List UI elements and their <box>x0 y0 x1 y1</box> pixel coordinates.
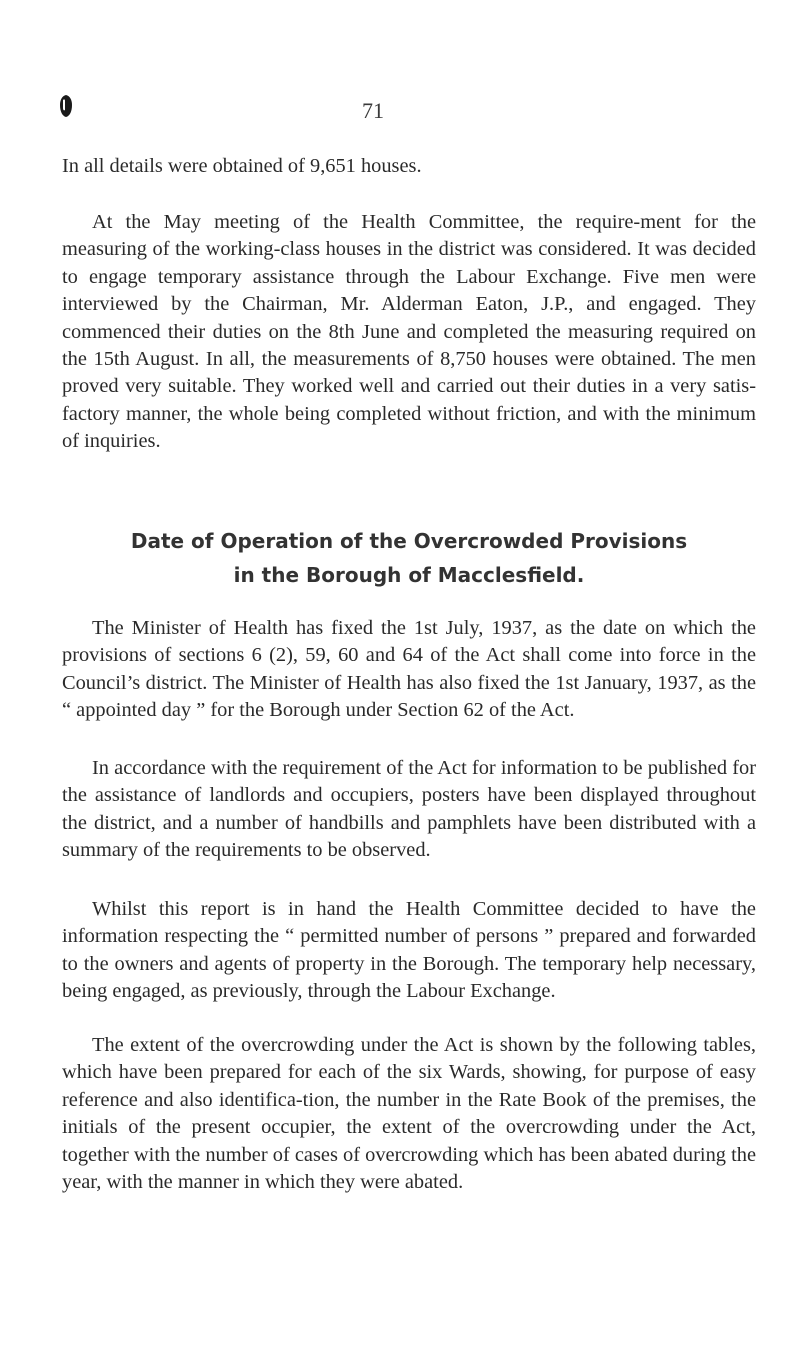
ink-blot-icon <box>59 94 73 118</box>
paragraph-measuring: At the May meeting of the Health Committee, the require-ment for the measuring of the working-class houses in the district was considered. It was decided to engage temporary assistance through the Labour Exchange. Five men were interviewed by the Chairman, Mr. Alderman Eaton, J.P., and engaged. They commenced their duties on the 8th June and completed the measuring required on the 15th August. In all, the measurements of 8,750 houses were obtained. The men proved very suitable. They worked well and carried out their duties in a very satis-factory manner, the whole being completed without friction, and with the minimum of inquiries. <box>62 211 756 453</box>
page-number: 71 <box>362 98 384 123</box>
section-heading-line-2: in the Borough of Macclesfield. <box>233 563 585 587</box>
section-heading-line-1: Date of Operation of the Overcrowded Provisions <box>130 529 688 553</box>
paragraph-overcrowding-tables: The extent of the overcrowding under the Act is shown by the following tables, which have been prepared for each of the six Wards, showing, for purpose of easy reference and also identifica-tion, the number in the Rate Book of the premises, the initials of the present occupier, the extent of the overcrowding under the Act, together with the number of cases of overcrowding which has been abated during the year, with the manner in which they were abated. <box>62 1034 756 1194</box>
paragraph-details-obtained: In all details were obtained of 9,651 houses. <box>62 155 422 177</box>
paragraph-minister-dates: The Minister of Health has fixed the 1st July, 1937, as the date on which the provisions of sections 6 (2), 59, 60 and 64 of the Act shall come into force in the Council’s district. The Minister of Health has also fixed the 1st January, 1937, as the “ appointed day ” for the Borough under Section 62 of the Act. <box>62 617 756 722</box>
paragraph-publicity: In accordance with the requirement of the Act for information to be published for the assistance of landlords and occupiers, posters have been displayed throughout the district, and a number of handbills and pamphlets have been distributed with a summary of the requirements to be observed. <box>62 757 756 862</box>
paragraph-permitted-number: Whilst this report is in hand the Health Committee decided to have the information respecting the “ permitted number of persons ” prepared and forwarded to the owners and agents of property in the Borough. The temporary help necessary, being engaged, as previously, through the Labour Exchange. <box>62 898 756 1003</box>
